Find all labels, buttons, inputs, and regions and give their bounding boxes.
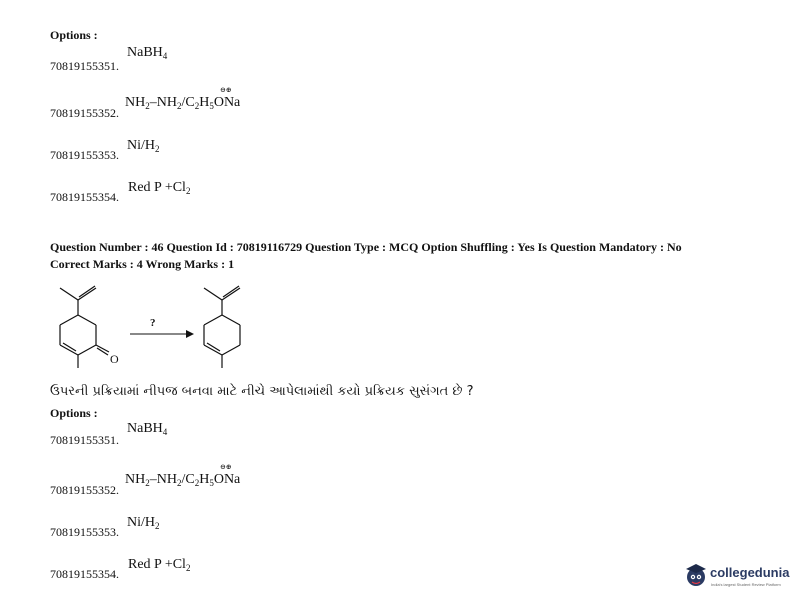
ion-charges: ⊖⊕	[220, 463, 232, 471]
option-formula: Red $P +Cl_2$	[128, 180, 191, 196]
logo-tagline: India's largest Student Review Platform	[711, 582, 781, 587]
option-id: 70819155351.	[50, 59, 119, 73]
logo-name: collegedunia	[710, 565, 790, 580]
option-id: 70819155354.	[50, 567, 119, 581]
option-formula: NaBH$_4$	[127, 45, 168, 61]
options-label-1: Options :	[50, 28, 98, 42]
reactant-structure	[60, 286, 109, 368]
oxygen-label: O	[110, 352, 119, 366]
question-meta: Question Number : 46 Question Id : 70819116729 Question Type : MCQ Option Shuffling : Yes Is Question Mandatory : No	[50, 240, 682, 254]
option-formula: $Ni/H_2$	[127, 515, 160, 531]
option-formula: $Ni/H_2$	[127, 138, 160, 154]
reaction-arrow	[130, 330, 194, 338]
option-formula: NaBH$_4$	[127, 421, 168, 437]
mascot-icon	[684, 562, 708, 588]
option-id: 70819155353.	[50, 148, 119, 162]
option-id: 70819155352.	[50, 483, 119, 497]
reaction-scheme	[40, 280, 280, 380]
arrow-label: ?	[150, 317, 156, 329]
product-structure	[204, 286, 240, 368]
options-label-2: Options :	[50, 406, 98, 420]
ion-charges: ⊖⊕	[220, 86, 232, 94]
question-marks: Correct Marks : 4 Wrong Marks : 1	[50, 257, 235, 271]
option-formula: ⊖⊕ $NH_2-NH_2/C_2H_5ONa$	[125, 86, 241, 111]
option-formula: ⊖⊕ $NH_2-NH_2/C_2H_5ONa$	[125, 463, 241, 488]
option-id: 70819155351.	[50, 433, 119, 447]
collegedunia-logo	[684, 562, 790, 590]
option-id: 70819155354.	[50, 190, 119, 204]
option-formula: Red $P +Cl_2$	[128, 557, 191, 573]
option-id: 70819155353.	[50, 525, 119, 539]
question-text: ઉપરની પ્રક્રિયામાં નીપજ બનવા માટે નીચે આપેલામાંથી કયો પ્રક્રિયક સુસંગત છે ?	[50, 384, 474, 399]
option-id: 70819155352.	[50, 106, 119, 120]
